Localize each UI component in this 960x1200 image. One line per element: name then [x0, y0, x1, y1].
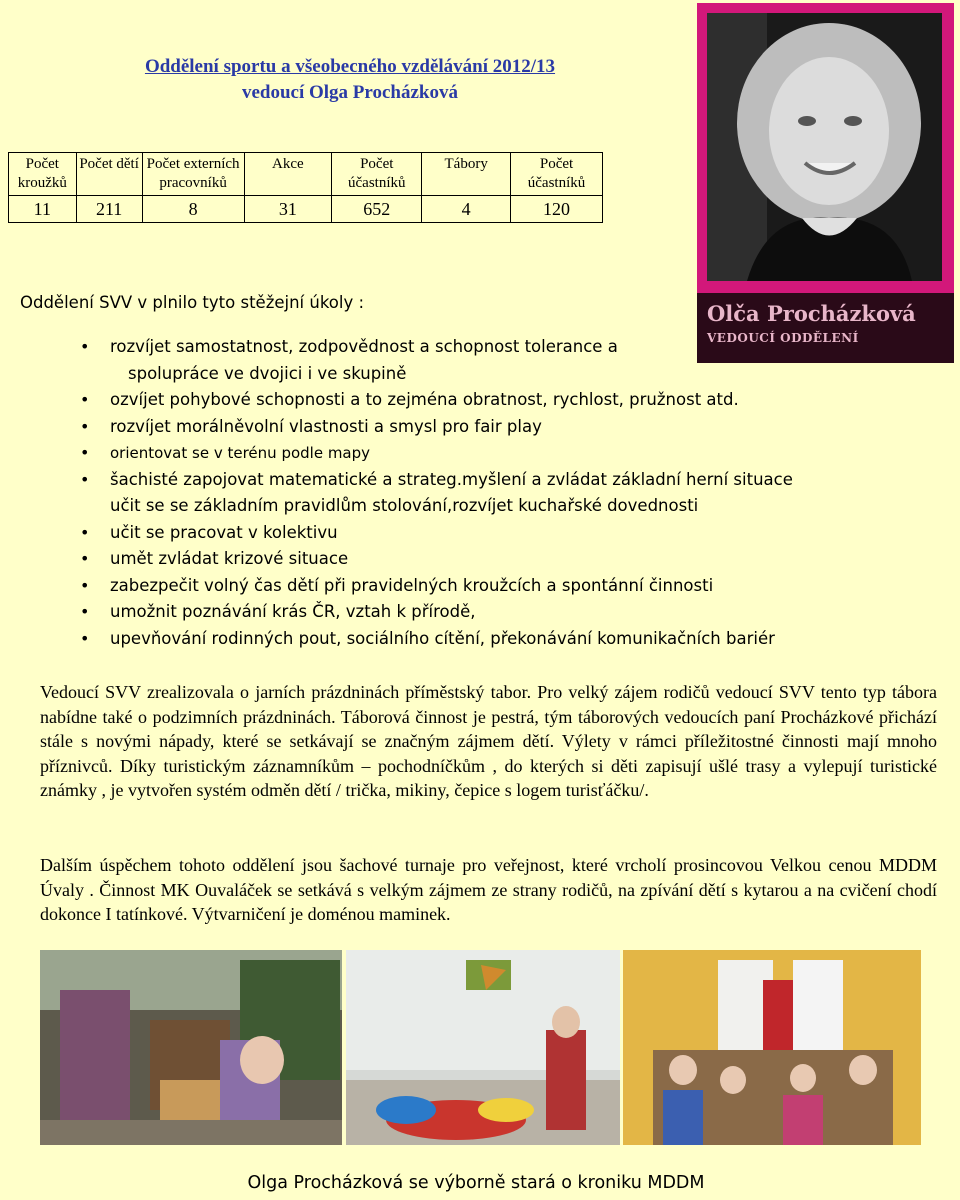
- list-item: [0, 467, 793, 494]
- list-item-text: upevňování rodinných pout, sociálního cítění, překonávání komunikačních bariér: [110, 628, 775, 648]
- portrait-photo: [707, 13, 942, 281]
- tasks-list: [0, 334, 793, 652]
- value-cell: 120: [511, 196, 603, 223]
- value-cell: 4: [422, 196, 511, 223]
- portrait-illustration: [707, 13, 942, 281]
- header-cell: Počet účastníků: [511, 153, 603, 196]
- list-item: [0, 599, 793, 626]
- bullet-icon: •: [80, 549, 90, 568]
- bullet-icon: •: [80, 522, 90, 542]
- header-cell: Počet dětí: [76, 153, 142, 196]
- photo-playroom-illustration: [346, 950, 620, 1145]
- bullet-icon: •: [80, 390, 90, 409]
- list-item: [0, 573, 793, 600]
- bullet-icon: •: [80, 469, 90, 489]
- header-cell: Počet kroužků: [9, 153, 77, 196]
- header-cell: Tábory: [422, 153, 511, 196]
- bullet-icon: •: [80, 575, 90, 595]
- list-item-text: zabezpečit volný čas dětí při pravidelných kroužcích a spontánní činnosti: [110, 575, 714, 595]
- list-item-plain: [0, 493, 793, 520]
- portrait-role: VEDOUCÍ ODDĚLENÍ: [707, 331, 859, 345]
- list-item-text: rozvíjet samostatnost, zodpovědnost a schopnost tolerance a: [110, 337, 618, 356]
- list-item-text: umožnit poznávání krás ČR, vztah k přírodě,: [110, 602, 476, 621]
- photo-strip: [40, 950, 920, 1145]
- header-cell: Počet externích pracovníků: [142, 153, 244, 196]
- header-cell: Počet účastníků: [332, 153, 422, 196]
- list-item-text: spolupráce ve dvojici i ve skupině: [128, 363, 407, 383]
- value-cell: 11: [9, 196, 77, 223]
- stats-table: [8, 152, 603, 223]
- list-item: [0, 334, 793, 361]
- value-cell: 8: [142, 196, 244, 223]
- bullet-icon: •: [80, 416, 90, 436]
- list-item: [0, 440, 793, 467]
- paragraph-chess: Dalším úspěchem tohoto oddělení jsou šachové turnaje pro veřejnost, které vrcholí prosincovou Velkou cenou MDDM Úvaly . Činnost MK Ouvaláček se setkává s velkým zájmem ze strany rodičů, na zpívání dětí s kytarou a na cvičení chodí dokonce I tatínkové. Výtvarničení je doménou maminek.: [40, 855, 937, 924]
- bullet-icon: •: [80, 443, 90, 462]
- bullet-icon: •: [80, 602, 90, 621]
- stats-header-row: [9, 153, 603, 196]
- list-item-text: orientovat se v terénu podle mapy: [110, 444, 371, 462]
- portrait-name: Olča Procházková: [707, 301, 916, 326]
- list-item: [0, 414, 793, 441]
- photo-caption-text: Olga Procházková se výborně stará o kroniku MDDM: [247, 1173, 705, 1193]
- list-item: [0, 626, 793, 653]
- paragraph-camp: Vedoucí SVV zrealizovala o jarních prázdninách příměstský tabor. Pro velký zájem rodičů vedoucí SVV tento typ tábora nabídne také o podzimních prázdninách. Táborová činnost je pestrá, tým táborových vedoucích paní Procházkové přichází stále s novými nápady, které se setkávají se značným zájmem dětí. Výlety v rámci příležitostné činnosti mají mnoho příznivců. Díky turistickým záznamníkům – pochodníčkům , do kterých si děti zapisují ušlé trasy a vylepují turistické známky , je vytvořen systém odměn dětí / trička, mikiny, čepice s logem turisťáčku/.: [40, 682, 937, 800]
- value-cell: 211: [76, 196, 142, 223]
- list-item-continuation: [0, 361, 793, 388]
- page-title: Oddělení sportu a všeobecného vzdělávání 2012/13: [144, 56, 556, 77]
- list-item: [0, 520, 793, 547]
- bullet-icon: •: [80, 337, 90, 356]
- list-item: [0, 546, 793, 573]
- list-item-text: rozvíjet morálněvolní vlastnosti a smysl pro fair play: [110, 416, 542, 436]
- photo-nativity: [40, 950, 342, 1145]
- stats-values-row: [9, 196, 603, 223]
- list-item: [0, 387, 793, 414]
- value-cell: 31: [244, 196, 332, 223]
- tasks-heading: Oddělení SVV v plnilo tyto stěžejní úkoly :: [20, 293, 365, 312]
- value-cell: 652: [332, 196, 422, 223]
- page-subtitle: vedoucí Olga Procházková: [241, 82, 459, 103]
- title-block: [60, 54, 640, 106]
- photo-nativity-illustration: [40, 950, 342, 1145]
- list-item-text: učit se pracovat v kolektivu: [110, 522, 338, 542]
- header-cell: Akce: [244, 153, 332, 196]
- photo-saint-nicholas: [623, 950, 921, 1145]
- photo-playroom: [346, 950, 620, 1145]
- list-item-text: ozvíjet pohybové schopnosti a to zejména obratnost, rychlost, pružnost atd.: [110, 390, 739, 409]
- photo-caption: [0, 1173, 960, 1193]
- list-item-text: umět zvládat krizové situace: [110, 549, 349, 568]
- portrait-photo-frame: [697, 3, 954, 363]
- photo-saint-nicholas-illustration: [623, 950, 921, 1145]
- list-item-text: učit se se základním pravidlům stolování,rozvíjet kuchařské dovednosti: [110, 496, 699, 515]
- bullet-icon: •: [80, 628, 90, 648]
- list-item-text: šachisté zapojovat matematické a strateg.myšlení a zvládat základní herní situace: [110, 469, 793, 489]
